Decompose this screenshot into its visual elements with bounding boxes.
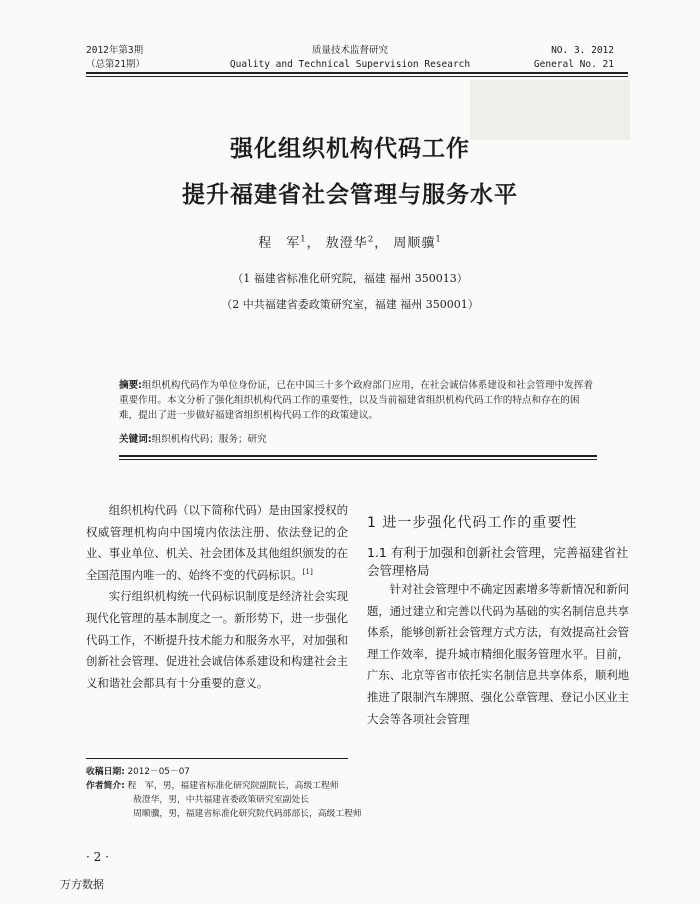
author-bio-1: 作者简介: 程 军，男，福建省标准化研究院副院长，高级工程师	[86, 781, 339, 791]
keywords-text: 组织机构代码；服务；研究	[151, 434, 267, 445]
author-bio-2: 敖澄华，男，中共福建省委政策研究室副处长	[133, 795, 309, 805]
intro-paragraph-1: 组织机构代码（以下简称代码）是由国家授权的权威管理机构向中国境内依法注册、依法登记的企业、事业单位、机关、社会团体及其他组织颁发的在全国范围内唯一的、始终不变的代码标识。[1]	[86, 503, 349, 582]
affiliation-2: （2 中共福建省委政策研究室，福建 福州 350001）	[221, 298, 479, 311]
author-3-affil: 1	[435, 233, 442, 244]
header-journal-en: Quality and Technical Supervision Research	[229, 59, 471, 70]
header-general-right: General No. 21	[533, 59, 614, 70]
section-1-1-text: 针对社会管理中不确定因素增多等新情况和新问题，通过建立和完善以代码为基础的实名制信息共享体系，能够创新社会管理方式方法，有效提高社会管理工作效率，提升城市精细化服务管理水平。目前，广东、北京等省市依托实名制信息共享体系，顺利地推进了限制汽车牌照、强化公章管理、登记小区业主大会等各项社会管理	[367, 582, 630, 726]
header-total-left: （总第21期）	[86, 59, 145, 70]
abstract-text: 组织机构代码作为单位身份证，已在中国三十多个政府部门应用，在社会诚信体系建设和社会管理中发挥着重要作用。本文分析了强化组织机构代码工作的重要性，以及当前福建省组织机构代码工作的特点和存在的困难，提出了进一步做好福建省组织机构代码工作的政策建议。	[119, 380, 593, 421]
affiliation-1: （1 福建省标准化研究院，福建 福州 350013）	[232, 272, 468, 285]
author-3: 周顺骥	[393, 236, 436, 251]
abstract-rule-1	[119, 455, 597, 457]
title-line-2: 提升福建省社会管理与服务水平	[182, 182, 518, 208]
author-1: 程 军	[258, 236, 301, 251]
received-date: 收稿日期: 2012－05－07	[86, 767, 190, 777]
author-line	[0, 232, 700, 251]
intro-paragraph-2: 实行组织机构统一代码标识制度是经济社会实现现代化管理的基本制度之一。新形势下，进一步强化代码工作，不断提升技术能力和服务水平，对加强和创新社会管理、促进社会诚信体系建设和构建社会主义和谐社会都具有十分重要的意义。	[86, 589, 349, 690]
footnote-rule	[86, 758, 348, 759]
section-1-1-heading: 1.1 有利于加强和创新社会管理，完善福建省社会管理格局	[367, 545, 629, 578]
abstract-block	[119, 378, 597, 423]
author-sep-2: ，	[374, 236, 389, 251]
footnote-block	[86, 765, 362, 821]
keywords-label: 关键词:	[119, 434, 152, 445]
left-column	[86, 500, 348, 694]
abstract-rule-2	[119, 459, 597, 460]
author-sep-1: ，	[306, 236, 321, 251]
reference-1: [1]	[302, 566, 313, 576]
author-2-affil: 2	[367, 233, 375, 244]
header-journal-cn: 质量技术监督研究	[311, 45, 388, 56]
author-1-affil: 1	[300, 233, 307, 244]
header-issue-left: 2012年第3期	[86, 45, 144, 56]
header-issue-right: NO. 3. 2012	[551, 45, 614, 56]
title-line-1: 强化组织机构代码工作	[230, 136, 470, 162]
header-rule-thin	[86, 76, 628, 77]
author-bio-3: 周顺骥，男，福建省标准化研究院代码部部长，高级工程师	[133, 809, 362, 819]
source-watermark: 万方数据	[60, 878, 104, 891]
header-rule-thick	[86, 72, 628, 74]
abstract-label: 摘要:	[119, 380, 143, 391]
section-1-1-paragraph	[367, 579, 629, 730]
keywords-block	[119, 432, 597, 447]
author-2: 敖澄华	[325, 236, 368, 251]
page-number: · 2 ·	[86, 850, 109, 864]
section-1-heading: 1 进一步强化代码工作的重要性	[367, 515, 578, 531]
